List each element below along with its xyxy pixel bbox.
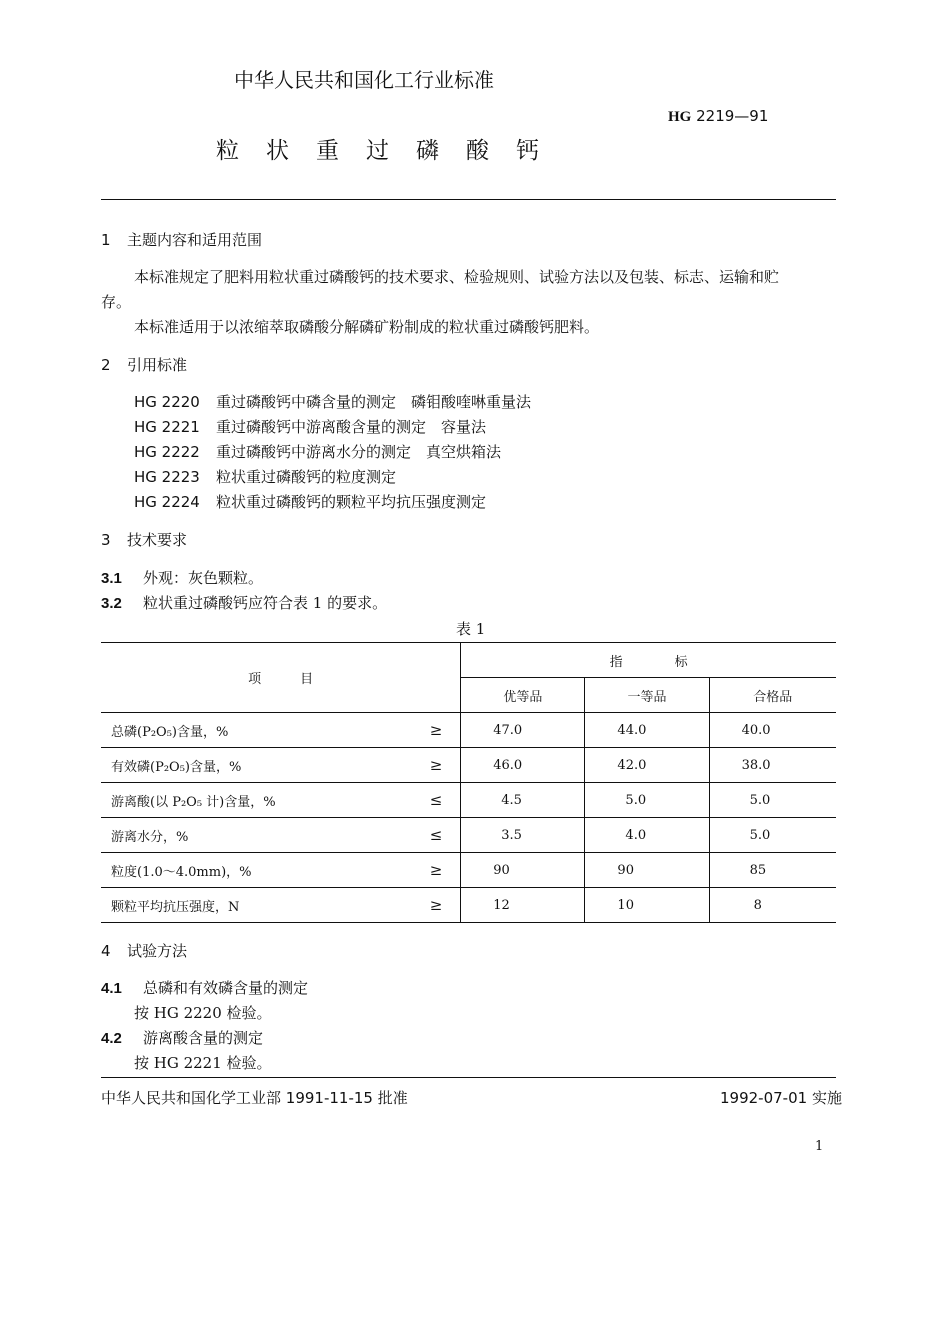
table-row [101,888,836,923]
header-org: 中华人民共和国化工行业标准 [234,68,494,92]
section-4-heading [101,940,187,961]
reference-title: 粒状重过磷酸钙的颗粒平均抗压强度测定 [216,493,487,511]
row-item: 粒度(1.0～4.0mm)，% [101,853,412,888]
row-value: 3.5 [461,818,585,853]
clause-number: 3.1 [101,570,122,587]
reference-code: HG 2224 [134,493,200,511]
paragraph: 本标准适用于以浓缩萃取磷酸分解磷矿粉制成的粒状重过磷酸钙肥料。 [134,318,600,336]
table-row [101,853,836,888]
row-value: 38.0 [709,748,836,783]
row-value: 90 [585,853,709,888]
reference-item [134,391,531,412]
footer-rule [101,1077,836,1078]
clause-text: 总磷和有效磷含量的测定 [143,979,309,997]
row-symbol: ≤ [412,818,461,853]
row-value: 85 [709,853,836,888]
row-item: 有效磷(P₂O₅)含量，% [101,748,412,783]
section-title: 试验方法 [127,942,188,960]
clause-number: 4.1 [101,980,122,997]
standard-number [668,107,768,126]
clause-sub-text: 按 HG 2221 检验。 [134,1054,272,1072]
reference-item [134,466,396,487]
standard-code: 2219—91 [696,107,769,125]
reference-title: 重过磷酸钙中游离水分的测定 真空烘箱法 [216,443,502,461]
section-2-heading [101,354,187,375]
reference-title: 重过磷酸钙中磷含量的测定 磷钼酸喹啉重量法 [216,393,532,411]
spec-table [101,642,836,923]
paragraph: 存。 [101,293,132,311]
header-grade: 优等品 [461,678,585,713]
header-rule [101,199,836,200]
reference-title: 粒状重过磷酸钙的粒度测定 [216,468,397,486]
section-title: 技术要求 [127,531,188,549]
section-3-heading [101,529,187,550]
section-number: 1 [101,231,111,249]
clause-number: 3.2 [101,595,122,612]
table-row [101,783,836,818]
reference-title: 重过磷酸钙中游离酸含量的测定 容量法 [216,418,487,436]
row-value: 4.0 [585,818,709,853]
table-row [101,748,836,783]
row-value: 90 [461,853,585,888]
row-value: 44.0 [585,713,709,748]
section-title: 主题内容和适用范围 [127,231,263,249]
clause-3-1 [101,567,263,588]
clause-text: 游离酸含量的测定 [143,1029,264,1047]
reference-item [134,416,486,437]
clause-4-1 [101,977,308,998]
page-number: 1 [815,1139,824,1154]
row-value: 5.0 [709,783,836,818]
implementation-date: 1992-07-01 实施 [720,1089,842,1107]
paragraph: 本标准规定了肥料用粒状重过磷酸钙的技术要求、检验规则、试验方法以及包装、标志、运输和贮 [134,268,780,286]
row-symbol: ≥ [412,888,461,923]
row-symbol: ≥ [412,713,461,748]
header-index: 指 标 [461,643,836,678]
section-number: 2 [101,356,111,374]
reference-code: HG 2223 [134,468,200,486]
section-number: 4 [101,942,111,960]
clause-number: 4.2 [101,1030,122,1047]
reference-code: HG 2221 [134,418,200,436]
row-item: 游离水分，% [101,818,412,853]
row-value: 47.0 [461,713,585,748]
clause-4-2 [101,1027,263,1048]
header-item: 项 目 [101,643,461,713]
row-symbol: ≥ [412,853,461,888]
table-row [101,713,836,748]
reference-item [134,491,486,512]
document-title: 粒状重过磷酸钙 [216,138,566,164]
row-value: 10 [585,888,709,923]
header-grade: 合格品 [709,678,836,713]
row-item: 总磷(P₂O₅)含量，% [101,713,412,748]
row-value: 40.0 [709,713,836,748]
header-grade: 一等品 [585,678,709,713]
approval-line: 中华人民共和国化学工业部 1991-11-15 批准 [101,1089,408,1107]
row-value: 12 [461,888,585,923]
section-number: 3 [101,531,111,549]
reference-code: HG 2220 [134,393,200,411]
row-symbol: ≥ [412,748,461,783]
row-item: 游离酸(以 P₂O₅ 计)含量，% [101,783,412,818]
reference-code: HG 2222 [134,443,200,461]
clause-text: 粒状重过磷酸钙应符合表 1 的要求。 [143,594,388,612]
table-header-row [101,643,836,678]
row-item: 颗粒平均抗压强度，N [101,888,412,923]
row-value: 5.0 [709,818,836,853]
reference-item [134,441,501,462]
section-title: 引用标准 [127,356,188,374]
clause-text: 外观：灰色颗粒。 [143,569,264,587]
row-value: 5.0 [585,783,709,818]
row-value: 4.5 [461,783,585,818]
row-value: 42.0 [585,748,709,783]
standard-prefix: HG [668,109,692,125]
section-1-heading [101,229,262,250]
row-value: 46.0 [461,748,585,783]
row-value: 8 [709,888,836,923]
table-caption: 表 1 [456,620,486,638]
clause-sub-text: 按 HG 2220 检验。 [134,1004,272,1022]
table-row [101,818,836,853]
clause-3-2 [101,592,387,613]
row-symbol: ≤ [412,783,461,818]
